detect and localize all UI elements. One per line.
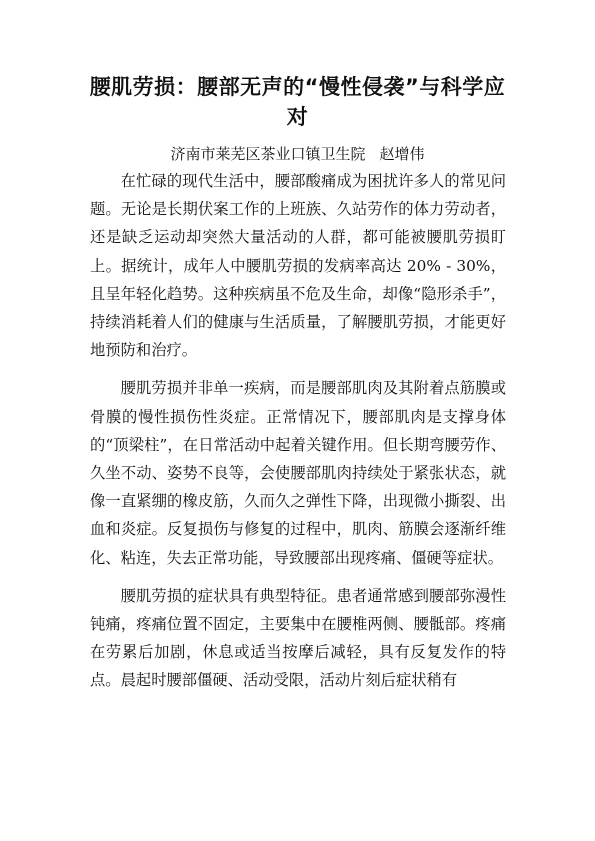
- article-body: [90, 167, 506, 705]
- byline: [90, 143, 505, 165]
- paragraph: 在忙碌的现代生活中，腰部酸痛成为困扰许多人的常见问题。无论是长期伏案工作的上班族、久站劳作的体力劳动者，还是缺乏运动却突然大量活动的人群，都可能被腰肌劳损盯上。据统计，成年人中腰肌劳损的发病率高达 20% - 30%，且呈年轻化趋势。这种疾病虽不危及生命，却像“隐形杀手”，持续消耗着人们的健康与生活质量，了解腰肌劳损，才能更好地预防和治疗。: [90, 172, 506, 360]
- affiliation: 济南市莱芜区茶业口镇卫生院: [170, 145, 366, 163]
- paragraph: 腰肌劳损并非单一疾病，而是腰部肌肉及其附着点筋膜或骨膜的慢性损伤性炎症。正常情况下，腰部肌肉是支撑身体的“顶梁柱”，在日常活动中起着关键作用。但长期弯腰劳作、久坐不动、姿势不良等，会使腰部肌肉持续处于紧张状态，就像一直紧绷的橡皮筋，久而久之弹性下降，出现微小撕裂、出血和炎症。反复损伤与修复的过程中，肌肉、筋膜会逐渐纤维化、粘连，失去正常功能，导致腰部出现疼痛、僵硬等症状。: [90, 379, 506, 567]
- paragraph: 腰肌劳损的症状具有典型特征。患者通常感到腰部弥漫性钝痛，疼痛位置不固定，主要集中在腰椎两侧、腰骶部。疼痛在劳累后加剧，休息或适当按摩后减轻，具有反复发作的特点。晨起时腰部僵硬、活动受限，活动片刻后症状稍有: [90, 586, 506, 690]
- author-name: 赵增伟: [379, 145, 425, 163]
- article-title: 腰肌劳损：腰部无声的“慢性侵袭”与科学应对: [89, 75, 506, 129]
